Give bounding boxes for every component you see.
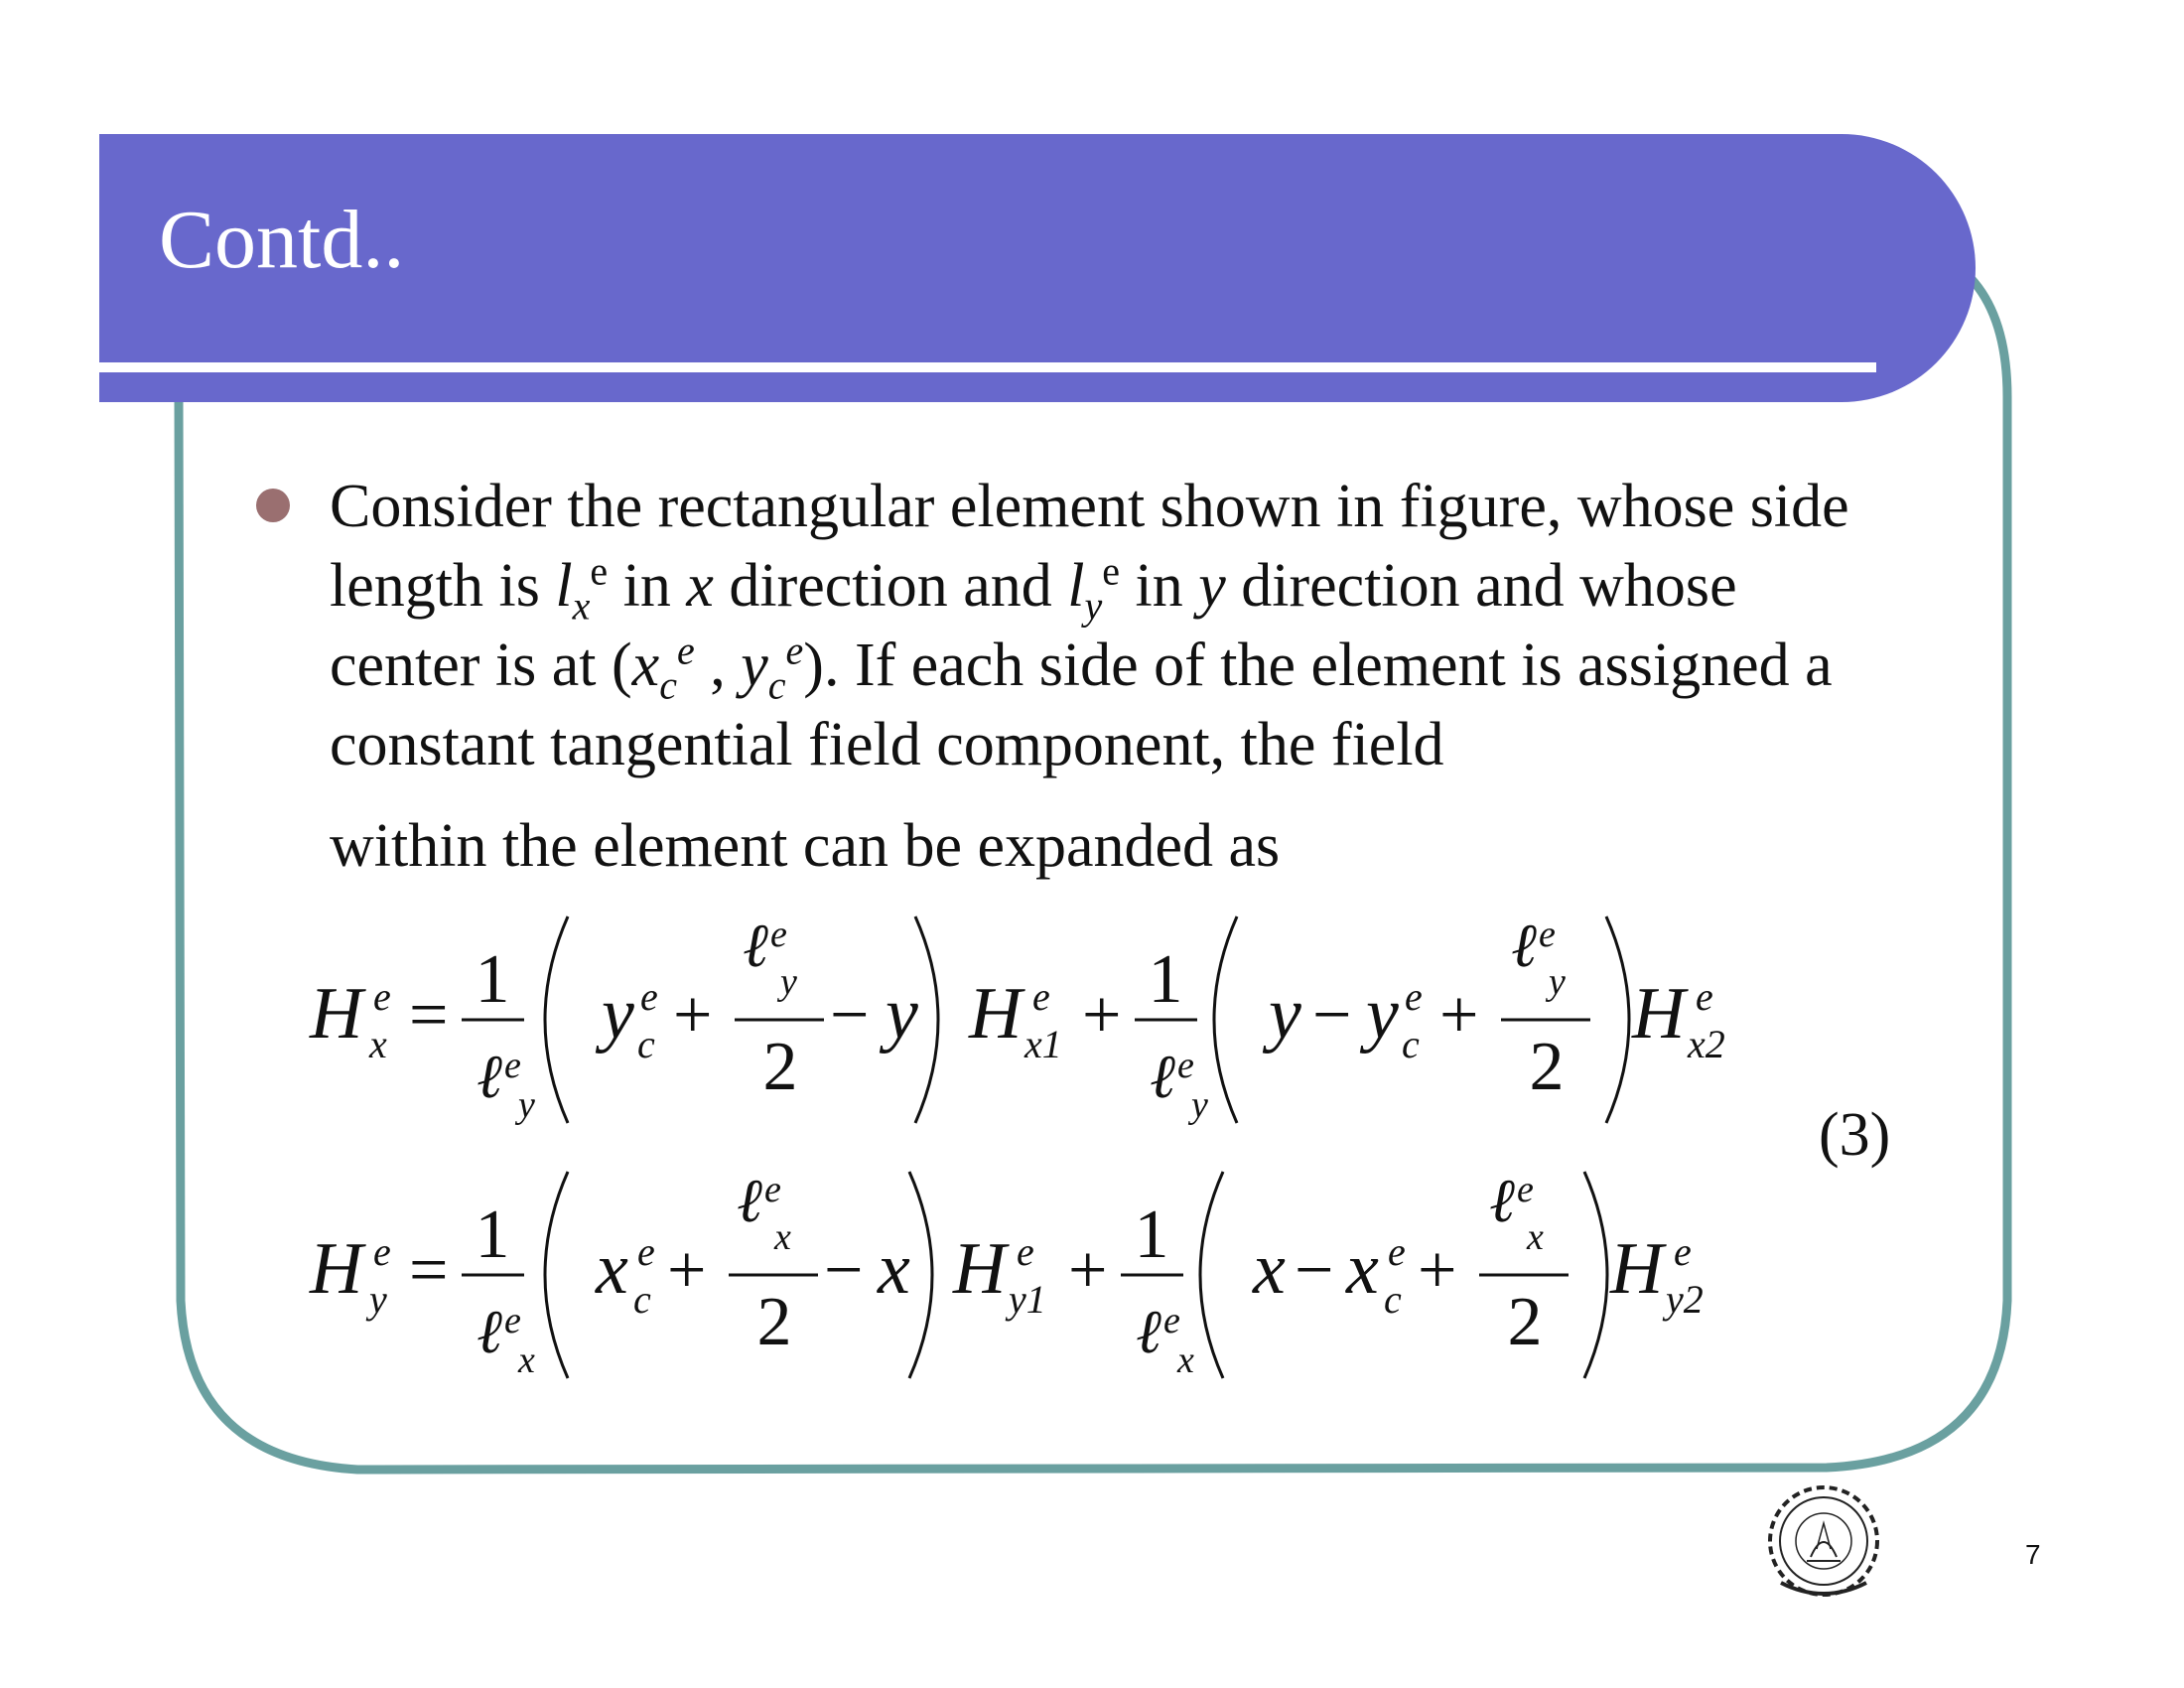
eq1-plus-b: + — [1439, 977, 1479, 1054]
eq2-den-a-sub: x — [518, 1339, 535, 1381]
eq2-half2-num-sup: e — [1517, 1169, 1534, 1210]
body-paragraph — [330, 467, 1878, 886]
eq2-equals: = — [409, 1232, 449, 1309]
lx-symbol: l — [555, 552, 573, 620]
eq1-half2-num-sub: y — [1549, 961, 1566, 1003]
para-text-5: direction and whose center is at ( — [330, 552, 1737, 699]
eq1-half-den: 2 — [762, 1029, 798, 1105]
eq1-plus-mid: + — [1082, 977, 1122, 1054]
eq2-H2-sup: e — [1674, 1229, 1692, 1274]
yc-sub: c — [767, 662, 786, 708]
para-comma: , — [694, 632, 742, 699]
eq1-lhs-sup: e — [373, 974, 391, 1019]
eq2-half-num-sup: e — [764, 1169, 781, 1210]
eq2-minus-a: − — [824, 1232, 864, 1309]
eq1-var-b: y — [1269, 973, 1301, 1055]
eq1-yc2-sub: c — [1402, 1022, 1420, 1066]
eq1-minus-a: − — [830, 977, 870, 1054]
institute-seal-icon — [1759, 1479, 1888, 1609]
page-number: 7 — [2025, 1539, 2041, 1570]
eq2-paren-open-a — [545, 1172, 568, 1378]
eq2-lhs-sup: e — [373, 1229, 391, 1274]
eq2-half-den: 2 — [756, 1284, 792, 1360]
eq1-half2-den: 2 — [1529, 1029, 1565, 1105]
eq1-yc-sub: c — [637, 1022, 655, 1066]
eq2-paren-close-b — [1584, 1172, 1607, 1378]
eq2-half-num-ell: ℓ — [737, 1168, 762, 1235]
eq1-minus-b: − — [1312, 977, 1352, 1054]
eq2-xc: x — [596, 1228, 628, 1310]
yc-symbol: y — [741, 632, 768, 699]
ly-sup: e — [1102, 548, 1121, 594]
equation-hy — [298, 1154, 1807, 1402]
eq2-H1-sub: y1 — [1009, 1277, 1046, 1322]
xc-symbol: x — [631, 632, 660, 699]
equation-number: (3) — [1819, 1101, 1891, 1169]
eq2-minus-b: − — [1295, 1232, 1334, 1309]
eq1-half2-num-sup: e — [1539, 914, 1556, 955]
eq1-paren-close-a — [915, 916, 938, 1123]
eq2-lhs-H: H — [310, 1228, 363, 1310]
eq2-xc2-sup: e — [1388, 1229, 1406, 1274]
eq2-den-b-sup: e — [1163, 1300, 1180, 1341]
eq1-lhs-sub: x — [369, 1022, 387, 1066]
eq1-den-b-sub: y — [1191, 1084, 1208, 1126]
eq1-one-a: 1 — [475, 941, 510, 1018]
eq2-paren-close-a — [909, 1172, 932, 1378]
eq2-one-a: 1 — [475, 1196, 510, 1273]
eq1-den-a-sup: e — [504, 1045, 521, 1086]
eq2-xc-sub: c — [633, 1277, 651, 1322]
y-var: y — [1198, 552, 1226, 620]
eq2-one-b: 1 — [1134, 1196, 1169, 1273]
eq2-var-b: x — [1253, 1228, 1286, 1310]
para-text-1: Consider the rectangular element shown in figure, whose side length is — [330, 473, 1849, 620]
eq1-paren-open-a — [545, 916, 568, 1123]
lx-sup: e — [590, 548, 609, 594]
eq2-den-a-ell: ℓ — [477, 1299, 502, 1366]
eq2-den-b-ell: ℓ — [1136, 1299, 1161, 1366]
eq2-den-b-sub: x — [1177, 1339, 1194, 1381]
para-text-6: ). If each side of the element is assigned a constant tangential field component, the field — [330, 632, 1833, 778]
eq2-half-num-sub: x — [774, 1216, 791, 1258]
eq1-den-b-sup: e — [1177, 1045, 1194, 1086]
eq1-H2-sup: e — [1696, 974, 1713, 1019]
lx-sub: x — [572, 583, 591, 629]
eq1-H1-sub: x1 — [1024, 1022, 1062, 1066]
eq1-yc2: y — [1366, 973, 1399, 1055]
eq1-half-num-sub: y — [780, 961, 797, 1003]
para-text-4: in — [1120, 552, 1199, 620]
eq2-half2-den: 2 — [1507, 1284, 1543, 1360]
eq2-H1: H — [953, 1228, 1007, 1310]
eq1-lhs-H: H — [310, 973, 363, 1055]
ly-sub: y — [1084, 583, 1103, 629]
eq2-plus-a: + — [667, 1232, 707, 1309]
eq2-xc2-sub: c — [1384, 1277, 1402, 1322]
para-text-7: within the element can be expanded as — [330, 812, 1281, 880]
eq1-half2-num-ell: ℓ — [1511, 913, 1537, 980]
eq1-H2-sub: x2 — [1688, 1022, 1725, 1066]
yc-sup: e — [785, 628, 804, 673]
xc-sub: c — [659, 662, 677, 708]
x-var: x — [686, 552, 714, 620]
eq1-one-b: 1 — [1148, 941, 1183, 1018]
slide-title: Contd.. — [159, 194, 405, 286]
eq1-den-b-ell: ℓ — [1150, 1044, 1175, 1111]
eq1-den-a-sub: y — [518, 1084, 535, 1126]
eq1-plus-a: + — [673, 977, 713, 1054]
eq1-yc-sup: e — [640, 974, 658, 1019]
para-text-3: direction and — [713, 552, 1068, 620]
eq1-H2: H — [1632, 973, 1686, 1055]
ly-symbol: l — [1067, 552, 1085, 620]
eq1-den-a-ell: ℓ — [477, 1044, 502, 1111]
eq2-H2-sub: y2 — [1666, 1277, 1704, 1322]
eq2-half2-num-sub: x — [1527, 1216, 1544, 1258]
eq1-equals: = — [409, 977, 449, 1054]
eq1-yc: y — [602, 973, 634, 1055]
eq2-var-a: x — [878, 1228, 910, 1310]
eq1-paren-close-b — [1606, 916, 1629, 1123]
para-text-2: in — [608, 552, 687, 620]
equation-hx — [298, 899, 1807, 1147]
eq1-half-num-sup: e — [770, 914, 787, 955]
eq1-H1: H — [969, 973, 1023, 1055]
eq2-H2: H — [1610, 1228, 1664, 1310]
eq1-paren-open-b — [1214, 916, 1237, 1123]
eq2-paren-open-b — [1200, 1172, 1223, 1378]
bullet-icon — [256, 489, 290, 522]
eq2-xc-sup: e — [637, 1229, 655, 1274]
eq2-lhs-sub: y — [369, 1277, 387, 1322]
header-rule — [99, 362, 1876, 372]
eq1-half-num-ell: ℓ — [743, 913, 768, 980]
xc-sup: e — [676, 628, 695, 673]
eq2-den-a-sup: e — [504, 1300, 521, 1341]
eq1-H1-sup: e — [1032, 974, 1050, 1019]
eq1-var-a: y — [886, 973, 918, 1055]
eq1-yc2-sup: e — [1405, 974, 1423, 1019]
frame-right-edge — [1971, 278, 2007, 1291]
eq2-H1-sup: e — [1017, 1229, 1034, 1274]
eq2-half2-num-ell: ℓ — [1489, 1168, 1515, 1235]
eq2-plus-b: + — [1418, 1232, 1457, 1309]
eq2-xc2: x — [1346, 1228, 1379, 1310]
eq2-plus-mid: + — [1068, 1232, 1108, 1309]
